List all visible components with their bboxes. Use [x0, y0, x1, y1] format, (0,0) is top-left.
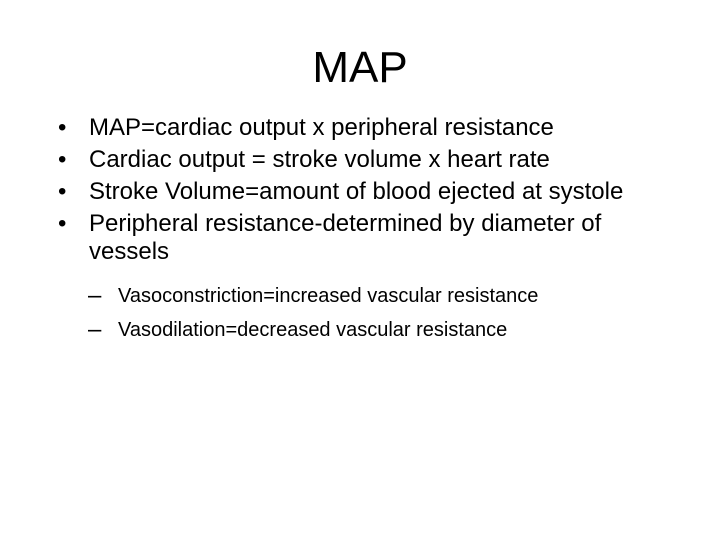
sub-bullet-text: Vasoconstriction=increased vascular resistance — [118, 285, 539, 307]
bullet-list — [58, 114, 678, 352]
bullet-text: Stroke Volume=amount of blood ejected at systole — [89, 178, 624, 205]
sub-bullet-text: Vasodilation=decreased vascular resistance — [118, 319, 508, 341]
slide-title: MAP — [312, 43, 408, 92]
bullet-marker: • — [58, 114, 67, 141]
bullet-text: Cardiac output = stroke volume x heart rate — [89, 146, 550, 173]
bullet-item — [58, 114, 678, 142]
sub-bullet-marker: – — [88, 316, 102, 343]
bullet-text: Peripheral resistance-determined by diameter of vessels — [89, 210, 602, 265]
sub-bullet-item — [88, 284, 678, 308]
bullet-marker: • — [58, 146, 67, 173]
sub-bullet-marker: – — [88, 282, 102, 309]
sub-bullet-item — [88, 318, 678, 342]
bullet-marker: • — [58, 178, 67, 205]
bullet-item — [58, 178, 678, 206]
sub-bullet-list — [88, 284, 678, 342]
bullet-item — [58, 210, 678, 342]
bullet-text: MAP=cardiac output x peripheral resistance — [89, 114, 554, 141]
bullet-item — [58, 146, 678, 174]
bullet-marker: • — [58, 210, 67, 237]
